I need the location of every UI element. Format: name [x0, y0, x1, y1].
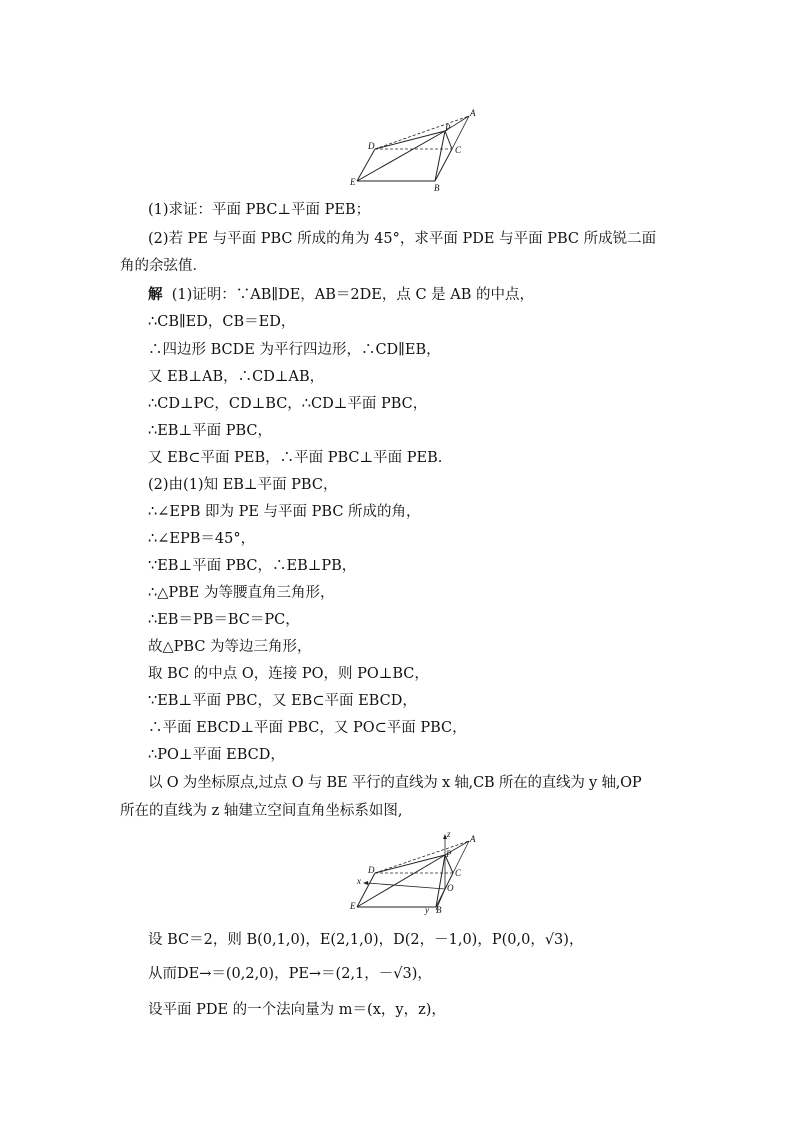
text-line: 又 EB⊂平面 PEB，∴平面 PBC⊥平面 PEB. [148, 450, 443, 466]
text-line: 设 BC＝2，则 B(0,1,0)，E(2,1,0)，D(2，－1,0)，P(0,0，√3)， [148, 932, 584, 948]
figure-2-diagram [345, 829, 480, 917]
text-line: (1)求证：平面 PBC⊥平面 PEB； [148, 202, 371, 218]
label-B: B [434, 183, 440, 192]
text-line: ∴平面 EBCD⊥平面 PBC，又 PO⊂平面 PBC， [148, 720, 467, 736]
label-C: C [455, 145, 462, 155]
text-line: 又 EB⊥AB，∴CD⊥AB， [148, 369, 325, 385]
label-z: z [447, 829, 451, 839]
text-line: ∴EB＝PB＝BC＝PC， [148, 612, 300, 628]
text-line: ∴EB⊥平面 PBC， [148, 423, 272, 439]
label-P: P [445, 123, 451, 133]
text-line: ∵EB⊥平面 PBC，又 EB⊂平面 EBCD， [148, 693, 417, 709]
text-line: ∴△PBE 为等腰直角三角形， [148, 585, 335, 601]
text-line: ∴∠EPB 即为 PE 与平面 PBC 所成的角， [148, 504, 421, 520]
text-line: ∴CB∥ED，CB＝ED， [148, 314, 296, 330]
text-line: (1)证明：∵AB∥DE，AB＝2DE，点 C 是 AB 的中点， [171, 287, 535, 303]
text-line: 从而DE→＝(0,2,0)，PE→＝(2,1，－√3)， [148, 966, 432, 982]
text-line: ∴四边形 BCDE 为平行四边形，∴CD∥EB， [148, 342, 441, 358]
label-A: A [470, 108, 476, 118]
label-B: B [436, 905, 442, 915]
text-line: (2)若 PE 与平面 PBC 所成的角为 45°，求平面 PDE 与平面 PBC 所成锐二面 [148, 231, 657, 247]
figure-2 [345, 829, 480, 917]
figure-1 [345, 104, 480, 192]
text-line: ∴CD⊥PC，CD⊥BC，∴CD⊥平面 PBC， [148, 396, 428, 412]
text-line: 以 O 为坐标原点,过点 O 与 BE 平行的直线为 x 轴,CB 所在的直线为 y 轴,OP [148, 775, 642, 791]
label-D: D [368, 141, 375, 151]
text-line: (2)由(1)知 EB⊥平面 PBC， [148, 477, 338, 493]
text-line: 角的余弦值． [120, 258, 207, 274]
text-line: 取 BC 的中点 O，连接 PO，则 PO⊥BC， [148, 666, 429, 682]
label-y: y [425, 905, 429, 915]
label-D: D [368, 865, 375, 875]
text-line: ∵EB⊥平面 PBC，∴EB⊥PB， [148, 558, 357, 574]
label-A: A [470, 834, 476, 844]
label-P: P [446, 849, 452, 859]
label-O: O [447, 883, 454, 893]
text-line: 故△PBC 为等边三角形， [148, 639, 312, 655]
label-E: E [350, 901, 356, 911]
figure-1-diagram [345, 104, 480, 192]
text-line: 设平面 PDE 的一个法向量为 m＝(x，y，z)， [148, 1002, 446, 1018]
solution-line [148, 285, 534, 305]
text-line: 所在的直线为 z 轴建立空间直角坐标系如图, [120, 803, 403, 819]
label-E: E [350, 177, 356, 187]
label-x: x [357, 876, 361, 886]
label-C: C [455, 868, 462, 878]
solution-label: 解 [148, 286, 163, 303]
text-line: ∴∠EPB＝45°， [148, 531, 256, 547]
text-line: ∴PO⊥平面 EBCD， [148, 747, 285, 763]
